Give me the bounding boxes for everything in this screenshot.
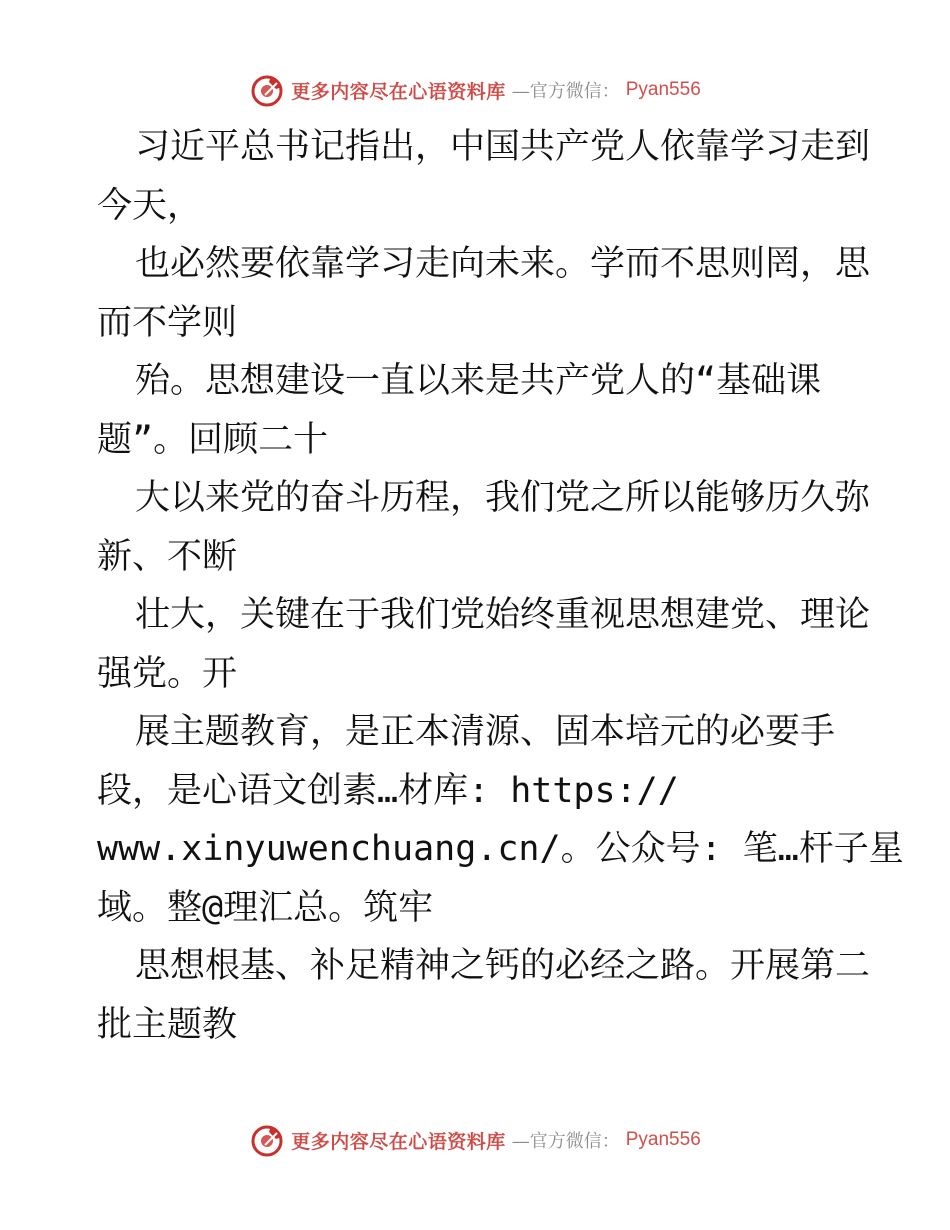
body-line: 域。整@理汇总。筑牢 [97,887,434,928]
body-line: 今天， [97,185,203,226]
banner-wechat-id: Pyan556 [625,79,701,100]
body-line: 壮大，关键在于我们党始终重视思想建党、理论 [135,595,871,635]
banner-main-text: 更多内容尽在心语资料库 [291,1130,506,1153]
brand-logo-icon [249,1122,285,1158]
body-line: 段，是心语文创素…材库: https:// [97,770,679,811]
body-line: 展主题教育，是正本清源、固本培元的必要手 [135,712,836,752]
body-line: 习近平总书记指出，中国共产党人依靠学习走到 [135,127,871,167]
body-line: 思想根基、补足精神之钙的必经之路。开展第二 [135,946,871,986]
banner-wechat-id: Pyan556 [625,1129,701,1150]
banner-wechat-label: —官方微信： [511,81,620,102]
body-text [97,118,904,1054]
body-line: 也必然要依靠学习走向未来。学而不思则罔，思 [135,244,871,284]
body-line: www.xinyuwenchuang.cn/。公众号: 笔…杆子星 [97,829,904,869]
brand-logo-icon [249,72,285,108]
banner-wechat-label: —官方微信： [511,1131,620,1152]
body-line: 题”。回顾二十 [97,419,329,460]
body-line: 批主题教 [97,1004,238,1045]
footer-banner [0,1120,950,1160]
banner-main-text: 更多内容尽在心语资料库 [291,80,506,103]
body-line: 新、不断 [97,536,238,577]
header-banner [0,70,950,110]
body-line: 殆。思想建设一直以来是共产党人的“基础课 [135,361,822,401]
body-line: 而不学则 [97,302,238,343]
body-line: 大以来党的奋斗历程，我们党之所以能够历久弥 [135,478,871,518]
body-line: 强党。开 [97,653,238,694]
